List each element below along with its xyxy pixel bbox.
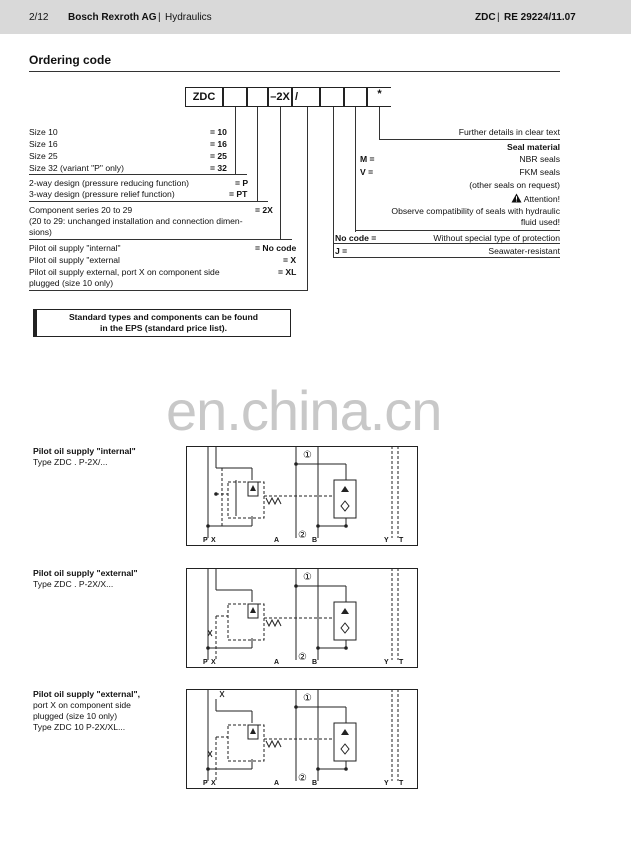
code-box-series: –2X <box>268 87 292 107</box>
note-line-2: in the EPS (standard price list). <box>99 323 228 333</box>
svg-text:P: P <box>203 780 208 787</box>
section-title: Ordering code <box>29 53 112 67</box>
hydraulic-schematic-external-xl <box>186 689 418 789</box>
further-details: Further details in clear text <box>458 127 560 137</box>
nocode-code: No code = <box>335 233 377 243</box>
note-line-1: Standard types and components can be found <box>68 312 259 322</box>
code-box-design <box>247 87 268 107</box>
seal-m-code: M = <box>360 154 375 164</box>
row-size16-label: Size 16 <box>29 139 58 149</box>
diagram-3-line-2: plugged (size 10 only) <box>33 711 118 721</box>
svg-text:A: A <box>274 537 280 544</box>
division-name: Hydraulics <box>165 12 212 23</box>
row-internal-label: Pilot oil supply "internal" <box>29 243 121 253</box>
svg-text:②: ② <box>298 652 307 663</box>
header-separator-2: | <box>497 12 500 23</box>
attention-line <box>511 193 560 204</box>
svg-text:P: P <box>203 537 208 544</box>
code-box-pilot: / <box>292 87 320 107</box>
code-box-further: * <box>367 87 391 107</box>
code-box-prefix: ZDC <box>185 87 223 107</box>
svg-text:Y: Y <box>384 537 389 544</box>
divider <box>29 201 268 202</box>
divider <box>355 230 560 231</box>
divider <box>29 239 292 240</box>
seal-v-code: V = <box>360 167 374 177</box>
hydraulic-schematic-external <box>186 568 418 668</box>
header-separator: | <box>158 12 161 23</box>
product-code: ZDC <box>475 12 496 23</box>
row-size25-code: = 25 <box>210 151 227 161</box>
svg-text:T: T <box>399 537 404 544</box>
diagram-3-type: Type ZDC 10 P-2X/XL... <box>33 722 126 732</box>
row-p-label: 2-way design (pressure reducing function) <box>29 178 190 188</box>
connector-line <box>333 107 334 257</box>
svg-text:②: ② <box>298 773 307 784</box>
row-size25-label: Size 25 <box>29 151 58 161</box>
diagram-1-type: Type ZDC . P-2X/... <box>33 457 108 467</box>
seal-v-text: FKM seals <box>519 167 560 177</box>
code-box-protection <box>344 87 367 107</box>
code-box-size <box>223 87 247 107</box>
svg-text:B: B <box>312 659 318 666</box>
row-size32-code: = 32 <box>210 163 227 173</box>
row-internal-code: = No code <box>255 243 297 253</box>
row-size10-label: Size 10 <box>29 127 58 137</box>
connector-line <box>280 107 281 240</box>
row-xl-label: Pilot oil supply external, port X on component side <box>29 267 220 277</box>
observe-line-2: fluid used! <box>520 217 560 227</box>
divider <box>379 139 560 140</box>
diagram-1-title: Pilot oil supply "internal" <box>33 446 136 456</box>
page-header <box>0 0 631 34</box>
row-external-label: Pilot oil supply "external <box>29 255 120 265</box>
diagram-2-type: Type ZDC . P-2X/X... <box>33 579 114 589</box>
seal-other: (other seals on request) <box>469 180 560 190</box>
port-label-1: ① <box>303 450 312 461</box>
diagram-3-line-1: port X on component side <box>33 700 131 710</box>
nocode-text: Without special type of protection <box>433 233 560 243</box>
connector-line <box>307 107 308 291</box>
page-number: 2/12 <box>29 12 49 23</box>
row-series-code: = 2X <box>255 205 273 215</box>
row-pt-code: = PT <box>229 189 248 199</box>
diagram-2-title: Pilot oil supply "external" <box>33 568 138 578</box>
company-name: Bosch Rexroth AG <box>68 12 157 23</box>
row-series-note-2: sions) <box>29 227 52 237</box>
svg-text:Y: Y <box>384 659 389 666</box>
row-xl-code: = XL <box>278 267 297 277</box>
seal-material-title: Seal material <box>506 142 560 152</box>
j-code: J = <box>335 246 348 256</box>
divider <box>333 257 560 258</box>
attention-text: Attention! <box>523 194 560 204</box>
observe-line-1: Observe compatibility of seals with hydraulic <box>391 206 560 216</box>
j-text: Seawater-resistant <box>488 246 560 256</box>
seal-m-text: NBR seals <box>519 154 560 164</box>
svg-text:B: B <box>312 537 318 544</box>
watermark: en.china.cn <box>166 379 442 442</box>
svg-text:B: B <box>312 780 318 787</box>
warning-icon <box>511 193 522 203</box>
row-pt-label: 3-way design (pressure relief function) <box>29 189 175 199</box>
diagram-2-caption <box>33 568 138 590</box>
connector-line <box>235 107 236 175</box>
divider <box>29 290 308 291</box>
svg-text:X: X <box>211 659 216 666</box>
connector-line <box>355 107 356 232</box>
row-series-label: Component series 20 to 29 <box>29 205 133 215</box>
svg-text:X: X <box>211 780 216 787</box>
svg-text:T: T <box>399 780 404 787</box>
row-series-note-1: (20 to 29: unchanged installation and connection dimen- <box>29 216 243 226</box>
port-label-2: ② <box>298 530 307 541</box>
row-external-code: = X <box>283 255 297 265</box>
connector-line <box>379 107 380 139</box>
svg-text:A: A <box>274 780 280 787</box>
svg-text:①: ① <box>303 572 312 583</box>
diagram-3-caption <box>33 689 140 733</box>
svg-text:X: X <box>211 537 216 544</box>
row-size32-label: Size 32 (variant "P" only) <box>29 163 124 173</box>
svg-text:T: T <box>399 659 404 666</box>
row-xl-note: plugged (size 10 only) <box>29 278 114 288</box>
title-rule <box>29 71 560 72</box>
diagram-1-caption <box>33 446 136 468</box>
diagram-3-title: Pilot oil supply "external", <box>33 689 140 699</box>
standard-types-note <box>33 309 291 337</box>
divider <box>29 174 247 175</box>
svg-text:Y: Y <box>384 780 389 787</box>
svg-text:P: P <box>203 659 208 666</box>
divider <box>333 243 560 244</box>
row-size10-code: = 10 <box>210 127 227 137</box>
row-p-code: = P <box>235 178 249 188</box>
svg-text:A: A <box>274 659 280 666</box>
svg-text:①: ① <box>303 693 312 704</box>
code-box-seal <box>320 87 344 107</box>
document-reference: RE 29224/11.07 <box>504 12 576 23</box>
connector-line <box>257 107 258 202</box>
hydraulic-schematic-internal <box>186 446 418 546</box>
row-size16-code: = 16 <box>210 139 227 149</box>
